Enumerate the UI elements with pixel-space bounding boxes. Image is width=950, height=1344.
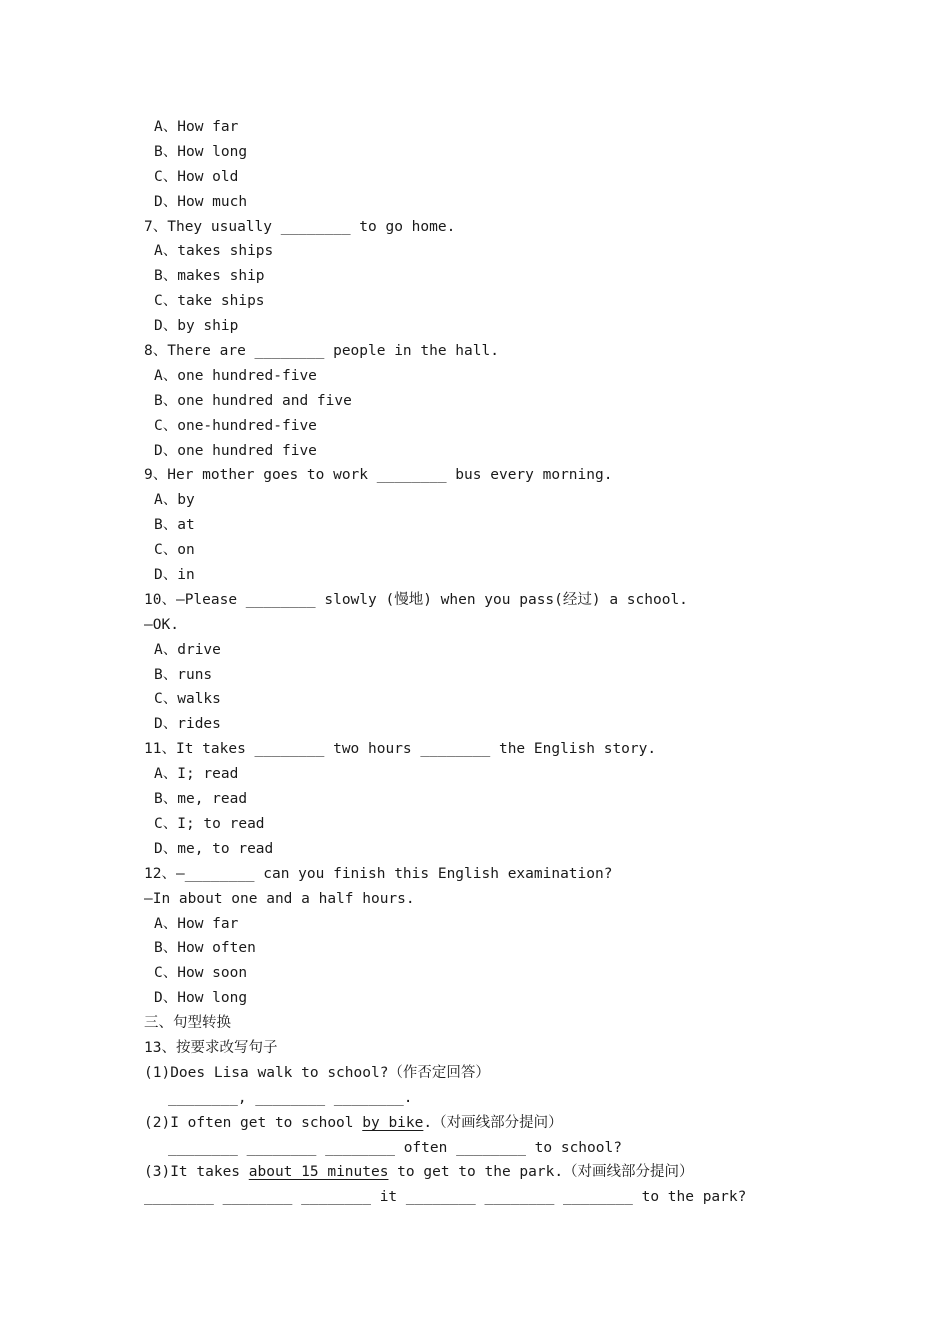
q7-stem: 7、They usually ________ to go home. [144, 218, 456, 235]
q12-option-c: C、How soon [154, 965, 248, 982]
q6-option-b: B、How long [154, 143, 248, 160]
q11-stem: 11、It takes ________ two hours ________ the English story. [144, 741, 657, 758]
q13-3-prompt [144, 1160, 864, 1185]
q10-reply: —OK. [144, 616, 179, 633]
q8-option-d: D、one hundred five [154, 442, 317, 459]
q13-3-suffix: to get to the park.（对画线部分提问） [388, 1164, 694, 1181]
q13-1-answer-blanks: ________, ________ ________. [168, 1089, 413, 1106]
q8-stem: 8、There are ________ people in the hall. [144, 343, 499, 360]
q12-reply: —In about one and a half hours. [144, 890, 415, 907]
q11-option-d: D、me, to read [154, 840, 274, 857]
q6-option-a: A、How far [154, 119, 239, 135]
q11-option-c: C、I; to read [154, 815, 265, 832]
section-title: 三、句型转换 [144, 1015, 231, 1032]
q10-option-a: A、drive [154, 641, 221, 658]
q13-3-prefix: (3)It takes [144, 1164, 249, 1181]
q9-stem: 9、Her mother goes to work ________ bus every morning. [144, 467, 613, 484]
q13-2-answer-blanks: ________ ________ ________ often ________ to school? [168, 1139, 622, 1156]
q7-option-b: B、makes ship [154, 268, 265, 285]
q10-option-c: C、walks [154, 691, 221, 708]
q8-option-b: B、one hundred and five [154, 392, 352, 409]
q6-option-d: D、How much [154, 193, 248, 210]
q11-option-b: B、me, read [154, 791, 248, 808]
q13-2-suffix: .（对画线部分提问） [423, 1114, 563, 1131]
q8-option-a: A、one hundred-five [154, 367, 317, 384]
q13-3-answer-blanks: ________ ________ ________ it ________ ________ ________ to the park? [144, 1189, 747, 1206]
q6-option-c: C、How old [154, 168, 239, 185]
q7-option-d: D、by ship [154, 318, 239, 335]
q9-option-c: C、on [154, 542, 195, 559]
q9-option-a: A、by [154, 492, 195, 509]
q8-option-c: C、one-hundred-five [154, 417, 317, 434]
q7-option-a: A、takes ships [154, 243, 274, 260]
q10-option-b: B、runs [154, 666, 213, 683]
q7-option-c: C、take ships [154, 293, 265, 310]
q12-option-d: D、How long [154, 990, 248, 1007]
q13-2-underlined: by bike [362, 1114, 424, 1131]
q9-option-b: B、at [154, 517, 195, 534]
q10-stem: 10、—Please ________ slowly (慢地) when you pass(经过) a school. [144, 591, 688, 608]
q12-option-a: A、How far [154, 915, 239, 932]
q12-option-b: B、How often [154, 940, 256, 957]
q13-2-prompt [144, 1111, 864, 1136]
q9-option-d: D、in [154, 567, 195, 584]
q10-option-d: D、rides [154, 716, 221, 733]
q13-3-underlined: about 15 minutes [248, 1164, 389, 1181]
q12-stem: 12、—________ can you finish this English examination? [144, 865, 613, 882]
q11-option-a: A、I; read [154, 766, 239, 783]
worksheet-content [144, 115, 864, 1210]
q13-1-prompt: (1)Does Lisa walk to school?（作否定回答） [144, 1064, 490, 1081]
q13-title: 13、按要求改写句子 [144, 1039, 278, 1056]
q13-2-prefix: (2)I often get to school [144, 1114, 363, 1131]
